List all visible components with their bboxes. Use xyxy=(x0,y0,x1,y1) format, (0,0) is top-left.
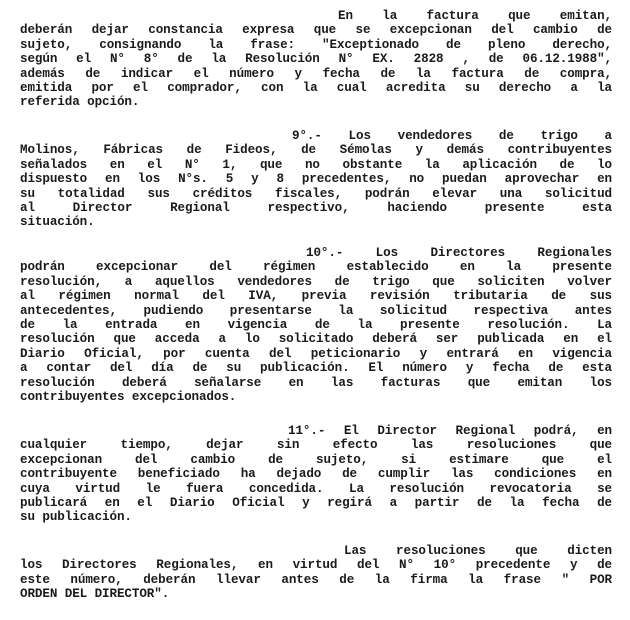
paragraph-line: su publicación. xyxy=(20,510,132,525)
paragraph-line: dispuesto en los N°s. 5 y 8 precedentes, no puedan aprovechar en xyxy=(20,172,612,187)
paragraph-line: según el N° 8° de la Resolución N° EX. 2828 , de 06.12.1988", xyxy=(20,52,612,67)
paragraph-line: este número, deberán llevar antes de la firma la frase " POR xyxy=(20,572,612,587)
paragraph-line: ORDEN DEL DIRECTOR". xyxy=(20,587,170,602)
paragraph-line: Diario Oficial, por cuenta del peticionario y entrará en vigencia xyxy=(20,346,612,361)
paragraph-line: de la entrada en vigencia de la presente resolución. La xyxy=(20,317,612,332)
paragraph-line: señalados en el N° 1, que no obstante la aplicación de lo xyxy=(20,157,612,172)
paragraph-line: 11°.- El Director Regional podrá, en xyxy=(288,424,612,438)
paragraph-line: 9°.- Los vendedores de trigo a xyxy=(292,129,612,143)
paragraph-line: su totalidad sus créditos fiscales, podrán elevar una solicitud xyxy=(20,186,612,201)
paragraph-line: referida opción. xyxy=(20,95,140,110)
paragraph-line: cualquier tiempo, dejar sin efecto las resoluciones que xyxy=(20,438,612,453)
paragraph-section-10 xyxy=(20,246,612,404)
paragraph-line: contribuyentes excepcionados. xyxy=(20,389,237,404)
paragraph-line: resolución deberá señalarse en las facturas que emitan los xyxy=(20,375,612,390)
paragraph-line: 10°.- Los Directores Regionales xyxy=(306,246,612,260)
paragraph-line: resolución que acceda a lo solicitado deberá ser publicada en el xyxy=(20,332,612,347)
paragraph-line: cuya virtud le fuera concedida. La resolución revocatoria se xyxy=(20,481,612,496)
paragraph-line: publicará en el Diario Oficial y regirá a partir de la fecha de xyxy=(20,495,612,510)
paragraph-line: En la factura que emitan, xyxy=(338,9,612,23)
paragraph-line: Las resoluciones que dicten xyxy=(344,544,612,558)
paragraph-line: Molinos, Fábricas de Fideos, de Sémolas y demás contribuyentes xyxy=(20,143,612,158)
paragraph-line: podrán excepcionar del régimen establecido en la presente xyxy=(20,260,612,275)
paragraph-line: antecedentes, pudiendo presentarse la solicitud respectiva antes xyxy=(20,303,612,318)
paragraph-line: al régimen normal del IVA, previa revisión tributaria de sus xyxy=(20,289,612,304)
paragraph-line: a contar del día de su publicación. El número y fecha de esta xyxy=(20,361,612,376)
paragraph-section-9 xyxy=(20,129,612,230)
paragraph-line: contribuyente beneficiado ha dejado de cumplir las condiciones en xyxy=(20,467,612,482)
paragraph-line: excepcionan del cambio de sujeto, si estimare que el xyxy=(20,452,612,467)
paragraph-line: resolución, a aquellos vendedores de trigo que soliciten volver xyxy=(20,274,612,289)
paragraph-line: los Directores Regionales, en virtud del N° 10° precedente y de xyxy=(20,558,612,573)
paragraph-invoice-phrase xyxy=(20,9,612,110)
paragraph-line: deberán dejar constancia expresa que se excepcionan del cambio de xyxy=(20,23,612,38)
paragraph-line: además de indicar el número y fecha de la factura de compra, xyxy=(20,66,612,81)
paragraph-line: situación. xyxy=(20,215,95,230)
paragraph-line: al Director Regional respectivo, haciendo presente esta xyxy=(20,200,612,215)
paragraph-line: sujeto, consignando la frase: "Exceptionado de pleno derecho, xyxy=(20,37,612,52)
paragraph-line: emitida por el comprador, con la cual acredita su derecho a la xyxy=(20,80,612,95)
paragraph-section-11 xyxy=(20,424,612,525)
paragraph-signature-phrase xyxy=(20,544,612,602)
